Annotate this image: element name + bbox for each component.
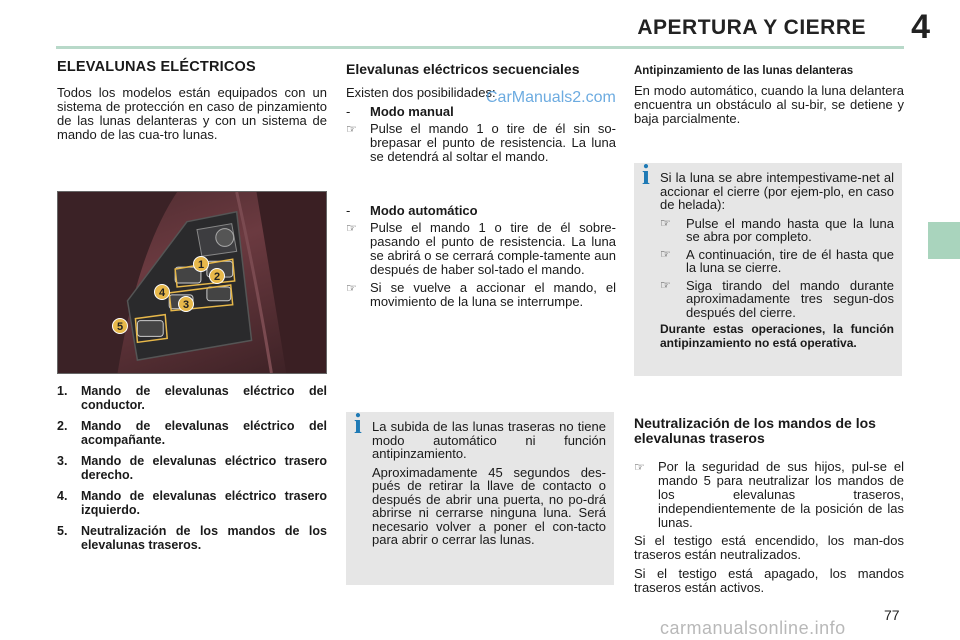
- info-icon: i: [642, 160, 650, 191]
- caption-item: 4. Mando de elevalunas eléctrico trasero izquierdo.: [57, 489, 327, 517]
- info-text: La subida de las lunas traseras no tiene modo automático ni función antipinzamiento.: [372, 419, 606, 461]
- page-number: 77: [884, 607, 900, 623]
- info-box-frost: [634, 160, 902, 376]
- info-bullet: ☞ A continuación, tire de él hasta que la luna se cierre.: [660, 246, 894, 275]
- callout-4: 4: [154, 284, 170, 300]
- watermark-bottom: carmanualsonline.info: [660, 618, 846, 638]
- pointing-hand-icon: ☞: [660, 246, 671, 261]
- page-header-title: APERTURA Y CIERRE: [637, 16, 866, 39]
- subsection-title: Elevalunas eléctricos secuenciales: [346, 61, 580, 77]
- manual-mode-heading: - Modo manual: [346, 104, 454, 119]
- neutralization-section: [634, 416, 904, 600]
- anti-pinch-text: En modo automático, cuando la luna delantera encuentra un obstáculo al su-bir, se detiene y baja parcialmente.: [634, 83, 904, 126]
- pointing-hand-icon: ☞: [346, 281, 357, 295]
- callout-3: 3: [178, 296, 194, 312]
- door-panel-illustration: [58, 192, 326, 373]
- indicator-off-text: Si el testigo está apagado, los mandos traseros están activos.: [634, 566, 904, 595]
- auto-mode-heading: - Modo automático: [346, 203, 478, 218]
- pointing-hand-icon: ☞: [346, 221, 357, 235]
- callout-2: 2: [209, 268, 225, 284]
- header-rule: [56, 46, 904, 49]
- anti-pinch-title: Antipinzamiento de las lunas delanteras: [634, 65, 854, 77]
- info-text: Si la luna se abre intempestivame-net al accionar el cierre (por ejem-plo, en caso de helada):: [660, 170, 894, 212]
- info-bullet: ☞ Siga tirando del mando durante aproximadamente tres segun-dos después del cierre.: [660, 277, 894, 320]
- auto-mode-bullet: ☞ Pulse el mando 1 o tire de él sobre-pasando el punto de resistencia. La luna se abrirá o se cerrará comple-tamente aun después de haber sol-tado el mando.: [346, 220, 616, 277]
- caption-item: 1. Mando de elevalunas eléctrico del conductor.: [57, 384, 327, 412]
- auto-mode-bullet: ☞ Si se vuelve a accionar el mando, el movimiento de la luna se interrumpe.: [346, 280, 616, 309]
- intro-text: Todos los modelos están equipados con un sistema de protección en caso de pinzamiento de las lunas delanteras y con un sistema de mando de las cua-tro lunas.: [57, 85, 327, 142]
- info-box-rear-windows: [346, 409, 614, 585]
- manual-mode-bullet: ☞ Pulse el mando 1 o tire de él sin so-brepasar el punto de resistencia. La luna se detendrá al soltar el mando.: [346, 121, 616, 164]
- info-bullet: ☞ Pulse el mando hasta que la luna se abra por completo.: [660, 215, 894, 244]
- column-left: [57, 60, 327, 147]
- neutralization-bullet: ☞ Por la seguridad de sus hijos, pul-se el mando 5 para neutralizar los mandos de los elevalunas traseros, independientemente de la posición de las lunas.: [634, 459, 904, 530]
- neutralization-title: Neutralización de los mandos de los elevalunas traseros: [634, 415, 876, 446]
- caption-item: 5. Neutralización de los mandos de los elevalunas traseros.: [57, 524, 327, 552]
- callout-5: 5: [112, 318, 128, 334]
- watermark-top: CarManuals2.com: [486, 89, 616, 106]
- caption-item: 2. Mando de elevalunas eléctrico del acompañante.: [57, 419, 327, 447]
- info-text: Aproximadamente 45 segundos des-pués de retirar la llave de contacto o después de abrir una puerta, no po-drá abrirse ni cerrarse ninguna luna. Será necesario volver a poner el con-tacto para abrir o cerrar las lunas.: [372, 464, 606, 547]
- column-right: [634, 60, 904, 131]
- pointing-hand-icon: ☞: [346, 122, 357, 136]
- chapter-number: 4: [911, 8, 930, 46]
- pointing-hand-icon: ☞: [660, 277, 671, 292]
- pointing-hand-icon: ☞: [634, 460, 645, 474]
- possibilities-intro: Existen dos posibilidades:: [346, 85, 496, 100]
- caption-item: 3. Mando de elevalunas eléctrico trasero derecho.: [57, 454, 327, 482]
- section-title: ELEVALUNAS ELÉCTRICOS: [57, 59, 256, 75]
- chapter-side-tab: [928, 222, 960, 259]
- door-control-photo: [57, 191, 327, 374]
- info-warning-text: Durante estas operaciones, la función antipinzamiento no está operativa.: [660, 322, 894, 350]
- pointing-hand-icon: ☞: [660, 215, 671, 230]
- caption-list: [57, 384, 327, 559]
- indicator-on-text: Si el testigo está encendido, los man-dos traseros están neutralizados.: [634, 533, 904, 562]
- callout-1: 1: [193, 256, 209, 272]
- info-icon: i: [354, 409, 362, 440]
